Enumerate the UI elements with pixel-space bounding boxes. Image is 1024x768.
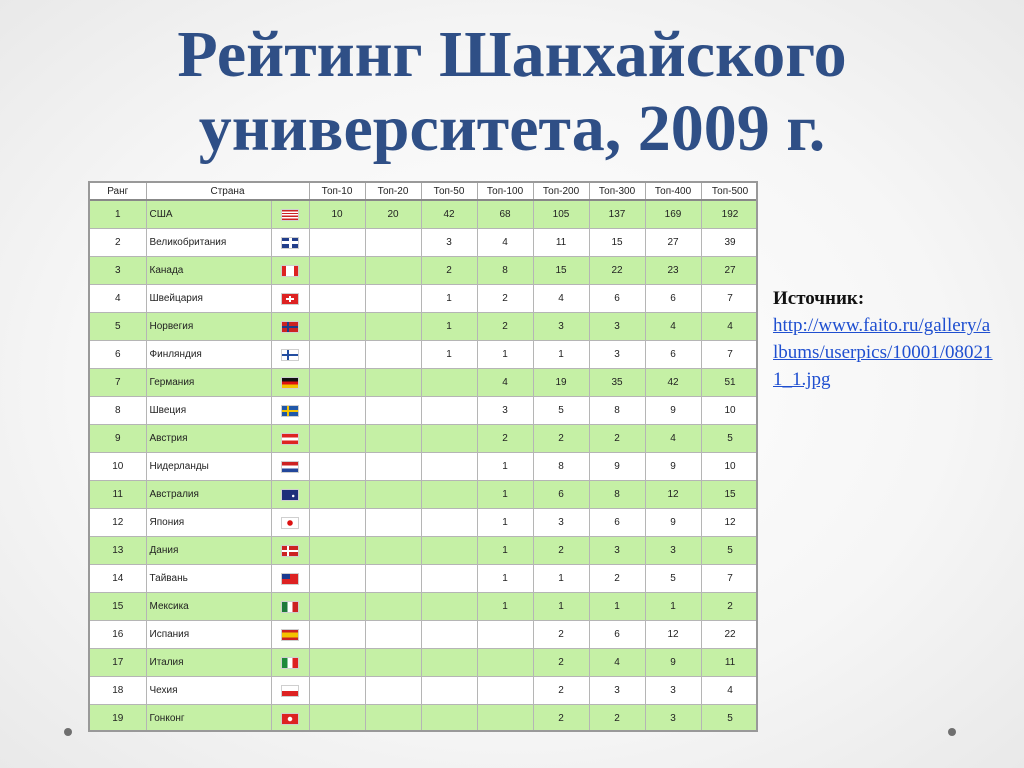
flag-cell — [271, 593, 309, 621]
column-header: Ранг — [90, 183, 146, 200]
value-cell: 4 — [645, 425, 701, 453]
flag-netherlands-icon — [281, 461, 299, 473]
value-cell — [309, 593, 365, 621]
value-cell: 7 — [701, 285, 758, 313]
country-cell: Нидерланды — [146, 453, 271, 481]
value-cell: 3 — [645, 537, 701, 565]
rank-cell: 17 — [90, 649, 146, 677]
value-cell: 11 — [533, 229, 589, 257]
value-cell — [421, 509, 477, 537]
flag-cell — [271, 369, 309, 397]
ranking-table — [90, 183, 758, 732]
value-cell — [421, 593, 477, 621]
flag-cell — [271, 565, 309, 593]
value-cell — [309, 453, 365, 481]
country-cell: Германия — [146, 369, 271, 397]
value-cell: 20 — [365, 200, 421, 229]
flag-cell — [271, 677, 309, 705]
rank-cell: 7 — [90, 369, 146, 397]
value-cell: 27 — [701, 257, 758, 285]
flag-cell — [271, 453, 309, 481]
value-cell — [421, 369, 477, 397]
flag-taiwan-icon — [281, 573, 299, 585]
value-cell: 5 — [701, 425, 758, 453]
table-row — [90, 705, 758, 733]
country-cell: Япония — [146, 509, 271, 537]
country-cell: Дания — [146, 537, 271, 565]
value-cell: 6 — [589, 621, 645, 649]
table-row — [90, 537, 758, 565]
value-cell: 1 — [533, 565, 589, 593]
flag-finland-icon — [281, 349, 299, 361]
value-cell — [477, 649, 533, 677]
value-cell: 5 — [701, 537, 758, 565]
value-cell: 2 — [589, 425, 645, 453]
rank-cell: 9 — [90, 425, 146, 453]
value-cell: 137 — [589, 200, 645, 229]
value-cell: 42 — [421, 200, 477, 229]
value-cell: 6 — [645, 285, 701, 313]
country-cell: Мексика — [146, 593, 271, 621]
flag-canada-icon — [281, 265, 299, 277]
value-cell: 22 — [589, 257, 645, 285]
country-cell: США — [146, 200, 271, 229]
value-cell: 1 — [421, 341, 477, 369]
value-cell: 2 — [477, 313, 533, 341]
value-cell — [309, 481, 365, 509]
value-cell — [365, 565, 421, 593]
value-cell — [365, 481, 421, 509]
value-cell — [309, 565, 365, 593]
value-cell — [365, 397, 421, 425]
value-cell — [309, 397, 365, 425]
value-cell: 3 — [645, 677, 701, 705]
value-cell — [309, 537, 365, 565]
value-cell: 9 — [645, 453, 701, 481]
value-cell — [365, 649, 421, 677]
value-cell — [365, 593, 421, 621]
country-cell: Австрия — [146, 425, 271, 453]
table-row — [90, 677, 758, 705]
value-cell: 2 — [589, 565, 645, 593]
flag-cell — [271, 397, 309, 425]
column-header: Топ-400 — [645, 183, 701, 200]
rank-cell: 2 — [90, 229, 146, 257]
value-cell: 8 — [477, 257, 533, 285]
left-decoration-dot — [64, 728, 72, 736]
value-cell — [421, 677, 477, 705]
value-cell: 35 — [589, 369, 645, 397]
flag-switzerland-icon — [281, 293, 299, 305]
value-cell — [477, 621, 533, 649]
value-cell: 1 — [477, 509, 533, 537]
value-cell: 1 — [477, 341, 533, 369]
source-link[interactable]: http://www.faito.ru/gallery/albums/userpics/10001/080211_1.jpg — [773, 315, 993, 390]
flag-denmark-icon — [281, 545, 299, 557]
value-cell: 1 — [589, 593, 645, 621]
value-cell — [309, 369, 365, 397]
value-cell: 5 — [645, 565, 701, 593]
value-cell — [309, 705, 365, 733]
flag-sweden-icon — [281, 405, 299, 417]
value-cell: 11 — [701, 649, 758, 677]
value-cell — [309, 621, 365, 649]
value-cell — [365, 621, 421, 649]
value-cell: 8 — [589, 397, 645, 425]
table-row — [90, 453, 758, 481]
column-header: Топ-100 — [477, 183, 533, 200]
value-cell: 7 — [701, 565, 758, 593]
value-cell: 2 — [533, 537, 589, 565]
value-cell — [365, 677, 421, 705]
country-cell: Великобритания — [146, 229, 271, 257]
value-cell — [421, 705, 477, 733]
column-header: Топ-20 — [365, 183, 421, 200]
rank-cell: 18 — [90, 677, 146, 705]
value-cell: 4 — [477, 229, 533, 257]
flag-cell — [271, 425, 309, 453]
slide-title — [0, 18, 1024, 166]
flag-australia-icon — [281, 489, 299, 501]
table-row — [90, 565, 758, 593]
column-header: Топ-10 — [309, 183, 365, 200]
value-cell: 2 — [701, 593, 758, 621]
country-cell: Гонконг — [146, 705, 271, 733]
value-cell — [365, 341, 421, 369]
value-cell: 1 — [421, 313, 477, 341]
rank-cell: 6 — [90, 341, 146, 369]
table-row — [90, 593, 758, 621]
rank-cell: 5 — [90, 313, 146, 341]
value-cell — [365, 537, 421, 565]
rank-cell: 15 — [90, 593, 146, 621]
value-cell — [365, 453, 421, 481]
flag-cell — [271, 509, 309, 537]
table-row — [90, 369, 758, 397]
country-cell: Швейцария — [146, 285, 271, 313]
value-cell: 4 — [701, 677, 758, 705]
rank-cell: 13 — [90, 537, 146, 565]
value-cell: 3 — [589, 537, 645, 565]
value-cell — [421, 453, 477, 481]
value-cell: 9 — [645, 649, 701, 677]
flag-hongkong-icon — [281, 713, 299, 725]
value-cell: 2 — [477, 425, 533, 453]
flag-cell — [271, 229, 309, 257]
value-cell: 12 — [645, 621, 701, 649]
flag-spain-icon — [281, 629, 299, 641]
flag-italy-icon — [281, 657, 299, 669]
value-cell: 27 — [645, 229, 701, 257]
value-cell: 6 — [589, 509, 645, 537]
value-cell: 2 — [533, 425, 589, 453]
value-cell: 51 — [701, 369, 758, 397]
value-cell: 1 — [477, 481, 533, 509]
value-cell — [421, 397, 477, 425]
table-row — [90, 425, 758, 453]
value-cell: 6 — [533, 481, 589, 509]
table-row — [90, 200, 758, 229]
value-cell: 2 — [477, 285, 533, 313]
rank-cell: 4 — [90, 285, 146, 313]
flag-cell — [271, 621, 309, 649]
value-cell — [365, 257, 421, 285]
value-cell — [421, 649, 477, 677]
table-header-row — [90, 183, 758, 200]
rank-cell: 8 — [90, 397, 146, 425]
value-cell: 4 — [589, 649, 645, 677]
ranking-table-image — [88, 181, 758, 732]
flag-cell — [271, 285, 309, 313]
value-cell: 10 — [701, 453, 758, 481]
value-cell — [309, 677, 365, 705]
flag-japan-icon — [281, 517, 299, 529]
value-cell — [309, 425, 365, 453]
value-cell — [309, 509, 365, 537]
column-header: Топ-500 — [701, 183, 758, 200]
rank-cell: 11 — [90, 481, 146, 509]
country-cell: Швеция — [146, 397, 271, 425]
rank-cell: 10 — [90, 453, 146, 481]
value-cell: 8 — [533, 453, 589, 481]
rank-cell: 3 — [90, 257, 146, 285]
value-cell: 10 — [309, 200, 365, 229]
value-cell: 1 — [533, 593, 589, 621]
flag-norway-icon — [281, 321, 299, 333]
value-cell: 15 — [533, 257, 589, 285]
value-cell — [365, 313, 421, 341]
value-cell — [421, 425, 477, 453]
value-cell — [365, 369, 421, 397]
value-cell: 23 — [645, 257, 701, 285]
value-cell: 12 — [645, 481, 701, 509]
slide-title-line1: Рейтинг Шанхайского — [177, 18, 847, 91]
value-cell: 5 — [701, 705, 758, 733]
country-cell: Тайвань — [146, 565, 271, 593]
flag-austria-icon — [281, 433, 299, 445]
flag-cell — [271, 341, 309, 369]
slide-title-line2: университета, 2009 г. — [198, 92, 826, 165]
value-cell: 105 — [533, 200, 589, 229]
table-row — [90, 313, 758, 341]
flag-cell — [271, 200, 309, 229]
table-row — [90, 257, 758, 285]
value-cell: 15 — [589, 229, 645, 257]
country-cell: Финляндия — [146, 341, 271, 369]
value-cell: 2 — [421, 257, 477, 285]
rank-cell: 19 — [90, 705, 146, 733]
flag-cell — [271, 537, 309, 565]
rank-cell: 1 — [90, 200, 146, 229]
value-cell: 5 — [533, 397, 589, 425]
value-cell: 19 — [533, 369, 589, 397]
table-body — [90, 200, 758, 732]
value-cell: 1 — [533, 341, 589, 369]
value-cell: 3 — [421, 229, 477, 257]
value-cell: 9 — [645, 397, 701, 425]
right-decoration-dot — [948, 728, 956, 736]
source-label: Источник: — [773, 288, 865, 309]
value-cell — [309, 313, 365, 341]
value-cell — [365, 705, 421, 733]
value-cell: 4 — [477, 369, 533, 397]
value-cell — [365, 425, 421, 453]
value-cell — [309, 341, 365, 369]
table-row — [90, 285, 758, 313]
column-header: Топ-50 — [421, 183, 477, 200]
source-note — [773, 285, 993, 393]
flag-cell — [271, 705, 309, 733]
value-cell: 42 — [645, 369, 701, 397]
column-header: Страна — [146, 183, 309, 200]
flag-cell — [271, 649, 309, 677]
value-cell: 2 — [533, 677, 589, 705]
flag-mexico-icon — [281, 601, 299, 613]
value-cell — [309, 229, 365, 257]
value-cell: 2 — [533, 705, 589, 733]
country-cell: Норвегия — [146, 313, 271, 341]
country-cell: Австралия — [146, 481, 271, 509]
value-cell: 3 — [589, 341, 645, 369]
flag-czech-icon — [281, 685, 299, 697]
value-cell: 3 — [533, 509, 589, 537]
value-cell: 3 — [589, 677, 645, 705]
value-cell: 6 — [589, 285, 645, 313]
column-header: Топ-300 — [589, 183, 645, 200]
rank-cell: 14 — [90, 565, 146, 593]
value-cell — [365, 229, 421, 257]
value-cell: 2 — [533, 649, 589, 677]
rank-cell: 16 — [90, 621, 146, 649]
table-row — [90, 397, 758, 425]
rank-cell: 12 — [90, 509, 146, 537]
value-cell — [309, 285, 365, 313]
value-cell: 2 — [533, 621, 589, 649]
value-cell: 9 — [645, 509, 701, 537]
value-cell: 1 — [645, 593, 701, 621]
flag-usa-icon — [281, 209, 299, 221]
value-cell: 4 — [645, 313, 701, 341]
value-cell: 1 — [477, 537, 533, 565]
country-cell: Испания — [146, 621, 271, 649]
value-cell: 4 — [701, 313, 758, 341]
value-cell: 1 — [477, 453, 533, 481]
value-cell: 39 — [701, 229, 758, 257]
flag-germany-icon — [281, 377, 299, 389]
country-cell: Чехия — [146, 677, 271, 705]
table-row — [90, 509, 758, 537]
value-cell: 2 — [589, 705, 645, 733]
table-row — [90, 481, 758, 509]
value-cell: 4 — [533, 285, 589, 313]
table-row — [90, 229, 758, 257]
value-cell: 22 — [701, 621, 758, 649]
value-cell: 9 — [589, 453, 645, 481]
value-cell: 15 — [701, 481, 758, 509]
value-cell — [421, 537, 477, 565]
value-cell — [421, 565, 477, 593]
value-cell: 1 — [421, 285, 477, 313]
value-cell — [309, 649, 365, 677]
value-cell: 192 — [701, 200, 758, 229]
value-cell — [421, 481, 477, 509]
value-cell: 1 — [477, 565, 533, 593]
value-cell: 3 — [589, 313, 645, 341]
column-header: Топ-200 — [533, 183, 589, 200]
table-row — [90, 621, 758, 649]
value-cell: 3 — [645, 705, 701, 733]
flag-cell — [271, 481, 309, 509]
flag-cell — [271, 257, 309, 285]
value-cell: 12 — [701, 509, 758, 537]
value-cell — [421, 621, 477, 649]
value-cell: 169 — [645, 200, 701, 229]
flag-cell — [271, 313, 309, 341]
country-cell: Канада — [146, 257, 271, 285]
country-cell: Италия — [146, 649, 271, 677]
value-cell: 3 — [477, 397, 533, 425]
value-cell — [477, 705, 533, 733]
value-cell: 1 — [477, 593, 533, 621]
value-cell — [309, 257, 365, 285]
value-cell — [365, 509, 421, 537]
table-row — [90, 341, 758, 369]
value-cell: 7 — [701, 341, 758, 369]
value-cell: 10 — [701, 397, 758, 425]
value-cell: 6 — [645, 341, 701, 369]
flag-uk-icon — [281, 237, 299, 249]
value-cell: 68 — [477, 200, 533, 229]
value-cell: 3 — [533, 313, 589, 341]
value-cell — [477, 677, 533, 705]
table-row — [90, 649, 758, 677]
value-cell — [365, 285, 421, 313]
value-cell: 8 — [589, 481, 645, 509]
